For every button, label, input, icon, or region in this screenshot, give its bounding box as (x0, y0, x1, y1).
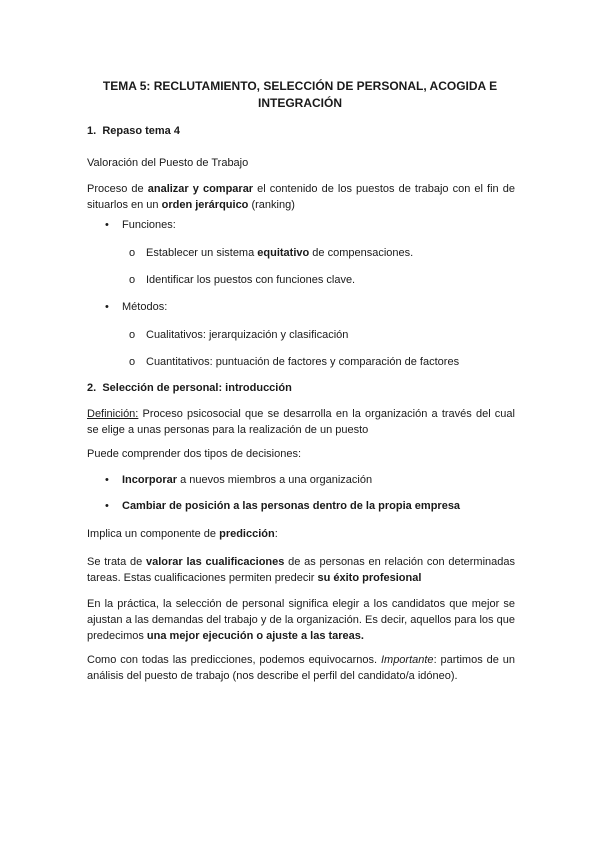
circle-bullet-icon: o (129, 274, 136, 286)
text-run: Establecer un sistema (146, 247, 258, 259)
section-2-title: Selección de personal: introducción (102, 382, 292, 394)
definition-label: Definición: (87, 408, 139, 420)
circle-bullet-icon: o (129, 329, 136, 341)
metodos-label: Métodos: (122, 301, 168, 313)
funcion-item (146, 273, 355, 288)
paragraph-predicciones (87, 652, 515, 684)
text-run: (ranking) (248, 199, 295, 211)
bold-run: orden jerárquico (161, 199, 249, 211)
paragraph-se-trata (87, 554, 515, 586)
bullet-icon: • (105, 500, 109, 512)
bold-run: Cambiar de posición a las personas dentro de la propia empresa (122, 500, 461, 512)
text-run: : partimos de un análisis del puesto de trabajo (nos describe el perfil del candidato/a idóneo). (87, 654, 515, 682)
subtitle-valoracion: Valoración del Puesto de Trabajo (87, 157, 249, 169)
paragraph-practica (87, 596, 515, 644)
decision-item (122, 499, 460, 514)
text-run: de compensaciones. (309, 247, 414, 259)
text-run: En la práctica, la selección de personal significa elegir a los candidatos que mejor se ajustan a las demandas del trabajo y de la organización. Es decir, aquellos para los que predecimos (87, 598, 515, 642)
decision-item (122, 473, 372, 488)
italic-run: Importante (380, 654, 434, 666)
bullet-icon: • (105, 474, 109, 486)
text-run: Se trata de (87, 556, 146, 568)
bullet-icon: • (105, 301, 109, 313)
text-run: Como con todas las predicciones, podemos equivocarnos. (87, 654, 381, 666)
text-run: a nuevos miembros a una organización (177, 474, 373, 486)
bold-run: predicción (219, 528, 275, 540)
text-run: Identificar los puestos con funciones clave. (146, 274, 356, 286)
paragraph-proceso (87, 181, 515, 213)
section-1-number: 1. (87, 125, 97, 137)
bold-run: analizar y comparar (147, 183, 254, 195)
text-run: el contenido de los puestos de trabajo con el fin de situarlos en un (87, 183, 515, 211)
section-2-number: 2. (87, 382, 97, 394)
text-run: Implica un componente de (87, 528, 220, 540)
bold-run: valorar las cualificaciones (146, 556, 285, 568)
document-title: TEMA 5: RECLUTAMIENTO, SELECCIÓN DE PERSONAL, ACOGIDA E INTEGRACIÓN (102, 79, 498, 110)
funciones-label: Funciones: (122, 219, 176, 231)
text-run: Proceso psicosocial que se desarrolla en la organización a través del cual se elige a unas personas para la realización de un puesto (87, 408, 515, 436)
section-1-heading (87, 124, 180, 139)
circle-bullet-icon: o (129, 356, 136, 368)
metodo-item: Cualitativos: jerarquización y clasificación (146, 329, 349, 341)
bold-run: equitativo (257, 247, 310, 259)
bold-run: Incorporar (122, 474, 178, 486)
circle-bullet-icon: o (129, 247, 136, 259)
bullet-icon: • (105, 219, 109, 231)
bold-run: su éxito profesional (317, 572, 422, 584)
text-run: : (274, 528, 278, 540)
decisiones-intro: Puede comprender dos tipos de decisiones: (87, 448, 302, 460)
paragraph-definicion (87, 406, 515, 438)
text-run: Proceso de (87, 183, 148, 195)
metodo-item: Cuantitativos: puntuación de factores y comparación de factores (146, 356, 460, 368)
funcion-item (146, 246, 413, 261)
paragraph-implica (87, 527, 278, 542)
text-run: de as personas en relación con determinadas tareas. Estas cualificaciones permiten predecir (87, 556, 515, 584)
bold-run: una mejor ejecución o ajuste a las tareas. (146, 630, 364, 642)
section-1-title: Repaso tema 4 (102, 125, 180, 137)
section-2-heading (87, 381, 292, 396)
